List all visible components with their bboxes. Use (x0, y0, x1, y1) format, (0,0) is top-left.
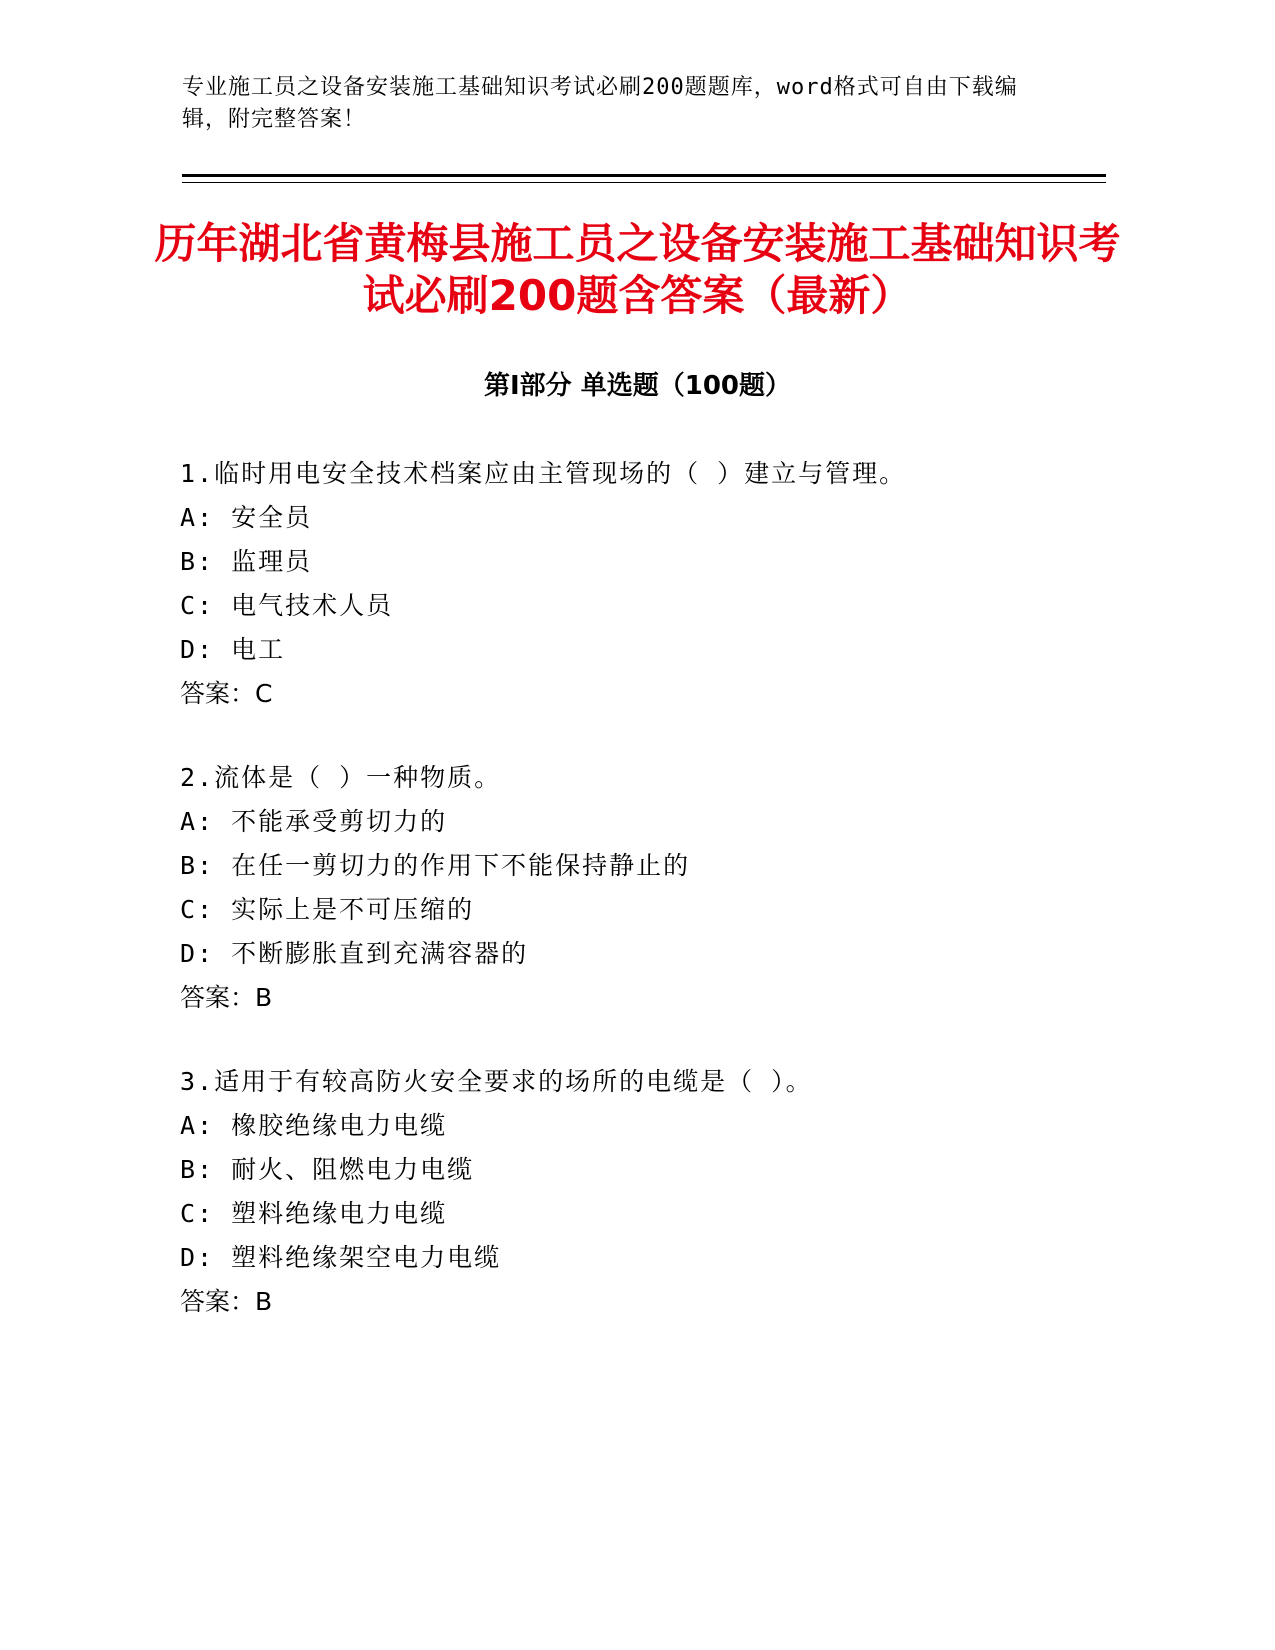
question-item (180, 1060, 1120, 1324)
option-a: A: 安全员 (180, 503, 313, 532)
option-c: C: 实际上是不可压缩的 (180, 895, 475, 924)
question-item (180, 756, 1120, 1020)
option-b: B: 在任一剪切力的作用下不能保持静止的 (180, 851, 691, 880)
option-b: B: 耐火、阻燃电力电缆 (180, 1155, 475, 1184)
question-stem: 2.流体是（ ）一种物质。 (180, 763, 502, 792)
option-c: C: 塑料绝缘电力电缆 (180, 1199, 448, 1228)
answer-line: 答案：C (180, 679, 273, 708)
option-a: A: 橡胶绝缘电力电缆 (180, 1111, 448, 1140)
question-stem: 3.适用于有较高防火安全要求的场所的电缆是（ ）。 (180, 1067, 813, 1096)
header-note: 专业施工员之设备安装施工基础知识考试必刷200题题库，word格式可自由下载编辑，附完整答案！ (182, 75, 1018, 132)
header-divider-thick (182, 174, 1106, 177)
option-d: D: 塑料绝缘架空电力电缆 (180, 1243, 502, 1272)
question-item (180, 452, 1120, 716)
option-d: D: 不断膨胀直到充满容器的 (180, 939, 529, 968)
header-divider-thin (182, 182, 1106, 183)
document-title: 历年湖北省黄梅县施工员之设备安装施工基础知识考试必刷200题含答案（最新） (154, 219, 1121, 320)
answer-line: 答案：B (180, 1287, 273, 1316)
option-c: C: 电气技术人员 (180, 591, 394, 620)
question-stem: 1.临时用电安全技术档案应由主管现场的（ ）建立与管理。 (180, 459, 907, 488)
question-list (180, 452, 1120, 1364)
option-b: B: 监理员 (180, 547, 313, 576)
answer-line: 答案：B (180, 983, 273, 1012)
option-d: D: 电工 (180, 635, 286, 664)
option-a: A: 不能承受剪切力的 (180, 807, 448, 836)
section-heading: 第Ⅰ部分 单选题（100题） (484, 371, 791, 401)
